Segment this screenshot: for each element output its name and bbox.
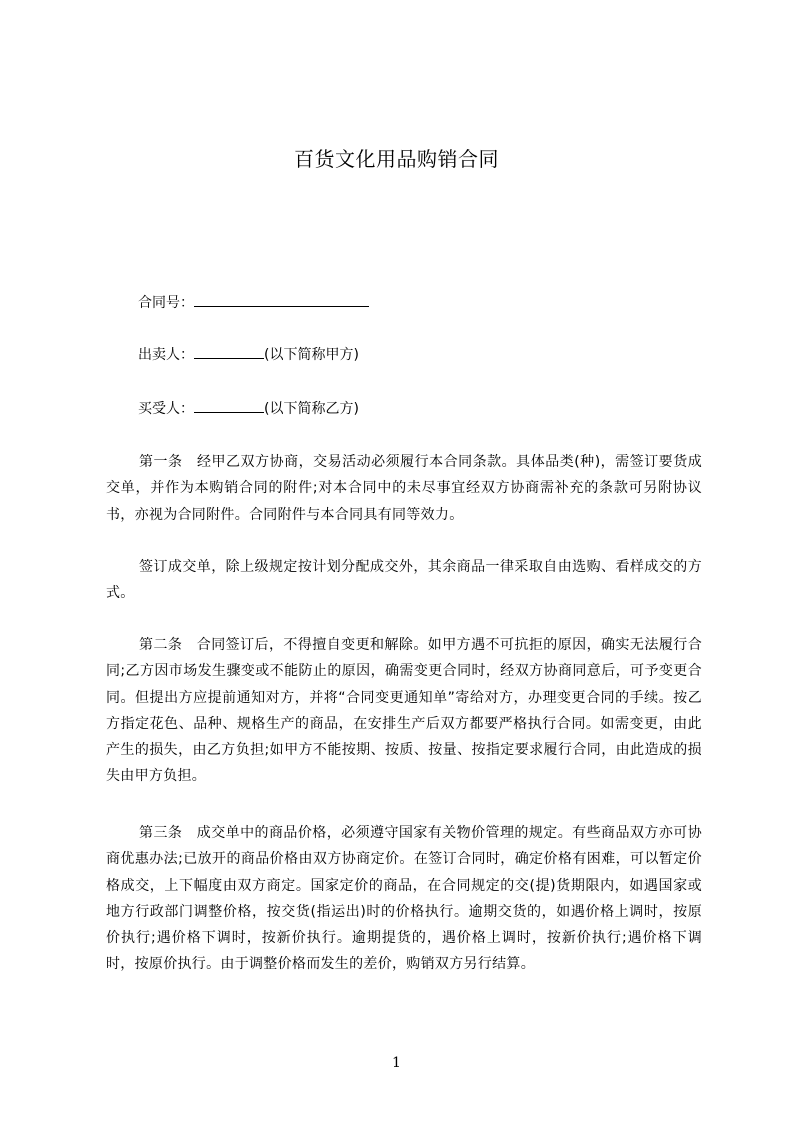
seller-suffix: (以下简称甲方): [264, 347, 359, 363]
order-form-paragraph: 签订成交单，除上级规定按计划分配成交外，其余商品一律采取自由选购、看样成交的方式。: [106, 559, 702, 602]
seller-blank: [194, 344, 264, 359]
article-3-paragraph: 第三条 成交单中的商品价格，必须遵守国家有关物价管理的规定。有些商品双方亦可协商优惠办法;已放开的商品价格由双方协商定价。在签订合同时，确定价格有困难，可以暂定价格成交，上下幅度由双方商定。国家定价的商品，在合同规定的交(提)货期限内，如遇国家或地方行政部门调整价格，按交货(指运出)时的价格执行。逾期交货的，如遇价格上调时，按原价执行;遇价格下调时，按新价执行。逾期提货的，遇价格上调时，按新价执行;遇价格下调时，按原价执行。由于调整价格而发生的差价，购销双方另行结算。: [106, 825, 702, 973]
buyer-field: [138, 398, 359, 419]
document-title: 百货文化用品购销合同: [294, 147, 499, 171]
page-number: 1: [392, 1055, 401, 1071]
buyer-suffix: (以下简称乙方): [264, 401, 359, 417]
contract-number-label: 合同号：: [138, 295, 194, 311]
seller-label: 出卖人：: [138, 347, 194, 363]
article-1-paragraph: 第一条 经甲乙双方协商，交易活动必须履行本合同条款。具体品类(种)，需签订要货成交单，并作为本购销合同的附件;对本合同中的未尽事宜经双方协商需补充的条款可另附协议书，亦视为合同附件。合同附件与本合同具有同等效力。: [106, 454, 702, 523]
contract-number-blank: [194, 292, 369, 307]
buyer-blank: [194, 398, 264, 413]
seller-field: [138, 344, 359, 365]
buyer-label: 买受人：: [138, 401, 194, 417]
contract-number-field: [138, 292, 369, 313]
article-2-paragraph: 第二条 合同签订后，不得擅自变更和解除。如甲方遇不可抗拒的原因，确实无法履行合同;乙方因市场发生骤变或不能防止的原因，确需变更合同时，经双方协商同意后，可予变更合同。但提出方应提前通知对方，并将“合同变更通知单”寄给对方，办理变更合同的手续。按乙方指定花色、品种、规格生产的商品，在安排生产后双方都要严格执行合同。如需变更，由此产生的损失，由乙方负担;如甲方不能按期、按质、按量、按指定要求履行合同，由此造成的损失由甲方负担。: [106, 637, 702, 785]
